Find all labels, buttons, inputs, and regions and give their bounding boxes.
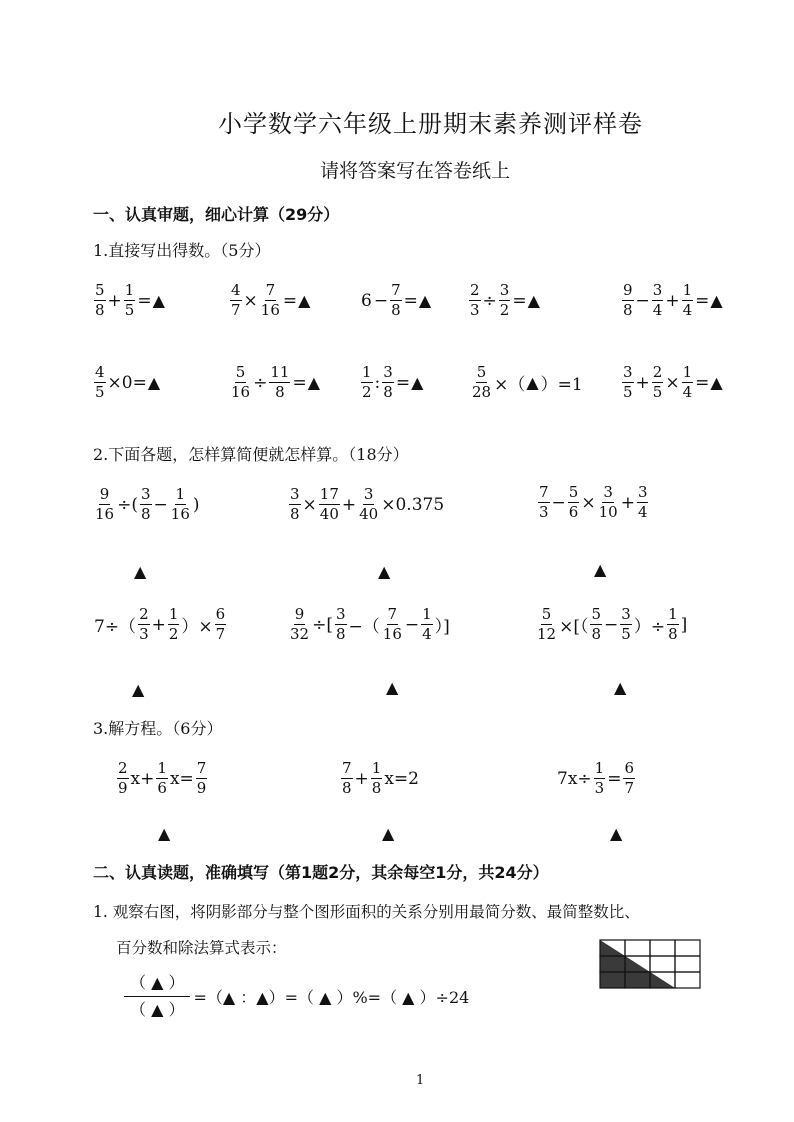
q1-r1-e1: $\frac{5}{8}$ + $\frac{1}{5}$ = ▲ [95, 281, 165, 319]
answer-marker: ▲ [382, 824, 395, 843]
q1-r2-e4: $\frac{5}{28}$ ×（ ▲ ）=1 [472, 363, 583, 401]
answer-marker: ▲ [526, 373, 539, 392]
section1-heading: 一、认真审题，细心计算（29分） [93, 205, 340, 224]
q2-r2-e2: $\frac{9}{32}$ ÷[ $\frac{3}{8}$ −（ $\frac{7}{16}$ − $\frac{1}{4}$ ）] [290, 605, 450, 643]
q1-label: 1.直接写出得数。（5分） [93, 241, 271, 260]
answer-marker: ▲ [594, 560, 607, 579]
q1-r1-e5: $\frac{9}{8}$ − $\frac{3}{4}$ + $\frac{1}{4}$ = ▲ [623, 281, 723, 319]
page-title: 小学数学六年级上册期末素养测评样卷 [218, 110, 643, 138]
q1-r1-e3: 6 − $\frac{7}{8}$ = ▲ [361, 281, 432, 319]
grid-cell [650, 940, 675, 956]
section2-heading: 二、认真读题，准确填写（第1题2分，其余每空1分，共24分） [93, 863, 549, 882]
s2-q1-line1: 1. 观察右图，将阴影部分与整个图形面积的关系分别用最简分数、最简整数比、 [93, 903, 640, 921]
q2-r1-e1: $\frac{9}{16}$ ÷( $\frac{3}{8}$ − $\frac{1}{16}$ ) [95, 485, 200, 523]
q1-r2-e2: $\frac{5}{16}$ ÷ $\frac{11}{8}$ = ▲ [231, 363, 320, 401]
answer-marker: ▲ [710, 373, 723, 392]
page-number: 1 [416, 1073, 425, 1088]
grid-cell [675, 940, 700, 956]
fraction: $\frac{5}{8}$ [95, 281, 105, 319]
answer-marker: ▲ [298, 291, 311, 310]
answer-marker: ▲ [158, 824, 171, 843]
q2-r1-e2: $\frac{3}{8}$ × $\frac{17}{40}$ + $\frac{3}{40}$ ×0.375 [290, 485, 445, 523]
answer-marker: ▲ [411, 373, 424, 392]
q1-r2-e5: $\frac{3}{5}$ + $\frac{2}{5}$ × $\frac{1}{4}$ = ▲ [623, 363, 723, 401]
answer-marker: ▲ [527, 291, 540, 310]
s2-q1-line2: 百分数和除法算式表示： [116, 939, 287, 957]
q1-r1-e2: $\frac{4}{7}$ × $\frac{7}{16}$ = ▲ [231, 281, 311, 319]
s2-q1-answer: $\frac{( ▲ )}{( ▲ )}$ =（▲ ：▲）=（ ▲ ）%=（ ▲ ）÷24 [124, 972, 470, 1021]
q2-r2-e3: $\frac{5}{12}$ ×[（ $\frac{5}{8}$ − $\frac{3}{5}$ ）÷ $\frac{1}{8}$ ] [537, 605, 688, 643]
answer-marker: ▲ [134, 562, 147, 581]
grid-cell [675, 972, 700, 988]
answer-marker: ▲ [614, 678, 627, 697]
page-subtitle: 请将答案写在答卷纸上 [320, 160, 511, 182]
q1-r1-e4: $\frac{2}{3}$ ÷ $\frac{3}{2}$ = ▲ [470, 281, 540, 319]
grid-cell [625, 940, 650, 956]
q3-e2: $\frac{7}{8}$ + $\frac{1}{8}$ x=2 [342, 759, 419, 797]
shaded-grid-figure [598, 938, 702, 990]
answer-marker: ▲ [147, 373, 161, 392]
answer-marker: ▲ [610, 824, 623, 843]
shaded-region [600, 940, 675, 988]
answer-marker: ▲ [152, 291, 165, 310]
answer-marker: ▲ [386, 678, 399, 697]
q3-label: 3.解方程。（6分） [93, 719, 223, 738]
fraction: $\frac{1}{5}$ [124, 281, 135, 319]
answer-marker: ▲ [710, 291, 723, 310]
q3-e3: 7x÷ $\frac{1}{3}$ = $\frac{6}{7}$ [557, 759, 634, 797]
answer-fraction: $\frac{( ▲ )}{( ▲ )}$ [124, 972, 190, 1021]
q1-r2-e1: $\frac{4}{5}$ ×0= ▲ [95, 363, 161, 401]
answer-marker: ▲ [418, 291, 432, 310]
q2-r1-e3: $\frac{7}{3}$ − $\frac{5}{6}$ × $\frac{3}{10}$ + $\frac{3}{4}$ [539, 483, 648, 521]
answer-marker: ▲ [307, 373, 320, 392]
grid-cell [675, 956, 700, 972]
answer-marker: ▲ [378, 562, 391, 581]
answer-marker: ▲ [132, 680, 145, 699]
q1-r2-e3: $\frac{1}{2}$ : $\frac{3}{8}$ = ▲ [362, 363, 424, 401]
grid-cell [650, 956, 675, 972]
q2-r2-e1: 7÷（ $\frac{2}{3}$ + $\frac{1}{2}$ ）× $\frac{6}{7}$ [94, 605, 226, 643]
q2-label: 2.下面各题，怎样算简便就怎样算。（18分） [93, 445, 409, 464]
q3-e1: $\frac{2}{9}$ x+ $\frac{1}{6}$ x= $\frac{7}{9}$ [118, 759, 207, 797]
